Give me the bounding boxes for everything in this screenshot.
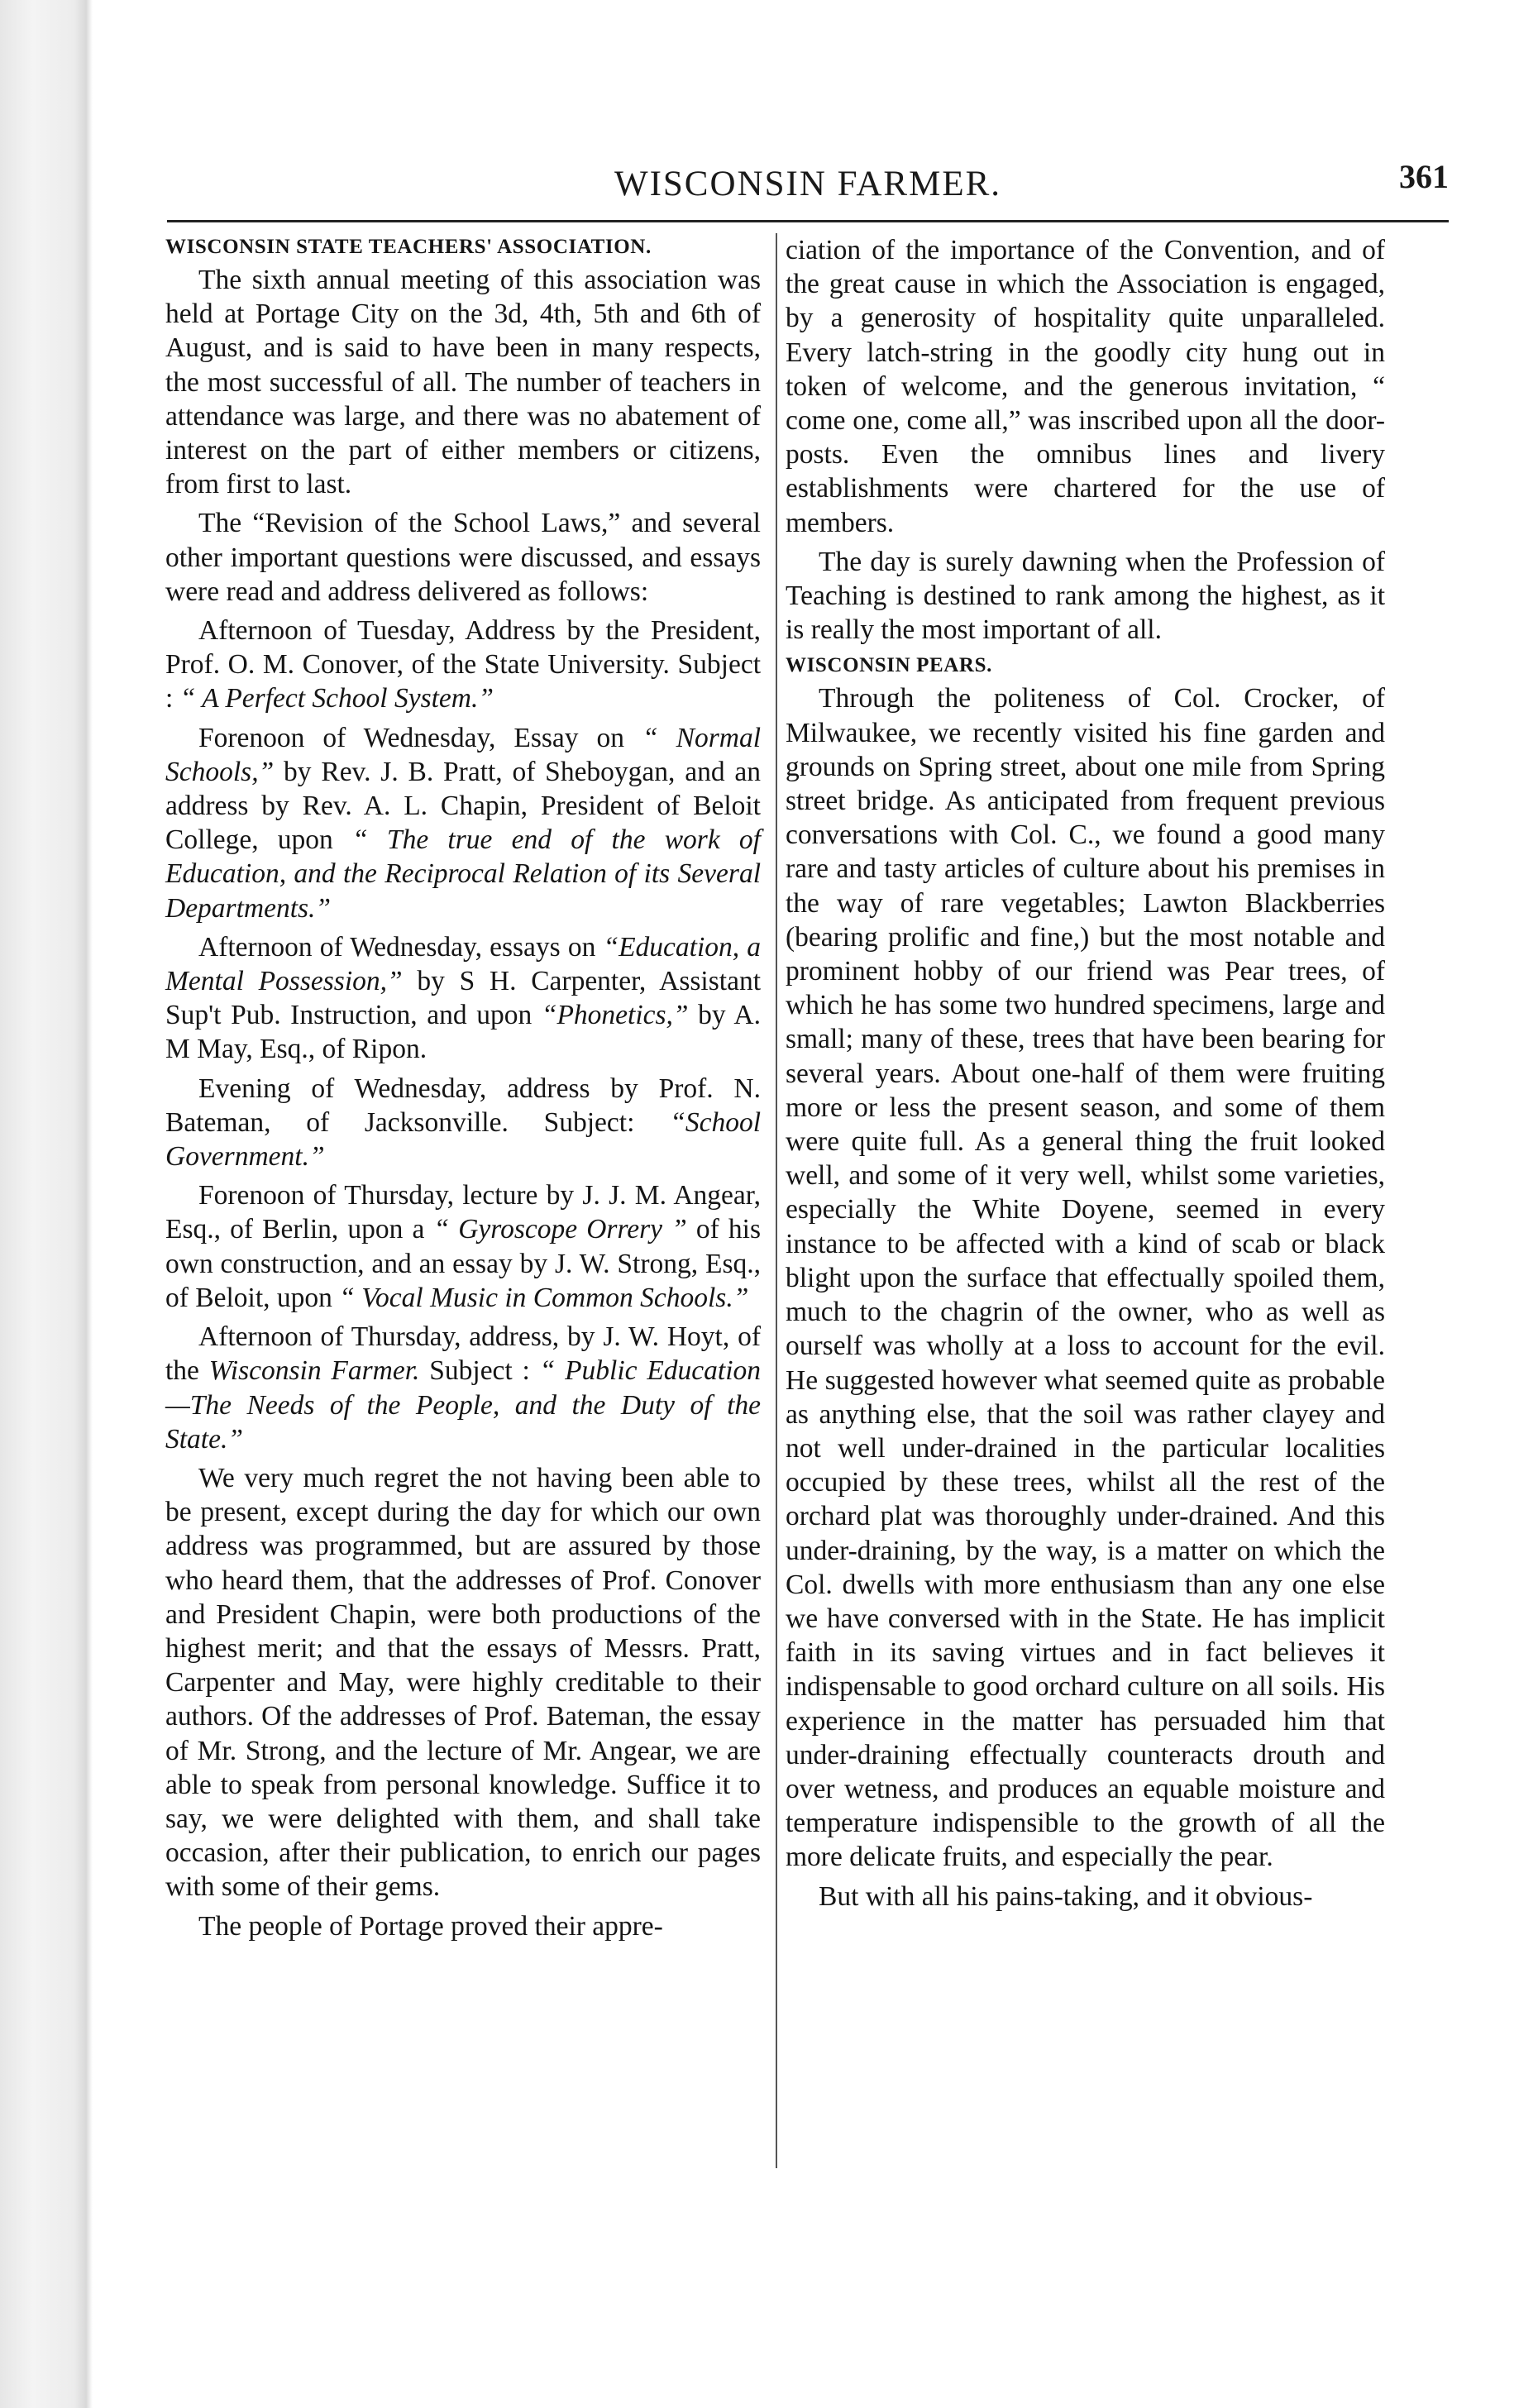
italic-title: “ Public Education—The Needs of the People, and the Duty of the State.”	[165, 1355, 762, 1455]
right-column	[786, 233, 1385, 1918]
text-run: by Rev. J. B. Pratt, of Sheboygan, and an address by Rev. A. L. Chapin, President of Beloit College, upon	[165, 756, 762, 856]
column-rule	[776, 233, 777, 2168]
paragraph	[165, 1178, 761, 1315]
paragraph-continued: ciation of the importance of the Convention, and of the great cause in which the Association is engaged, by a generosity of hospitality quite unparalleled. Every latch-string in the goodly city hung out in token of welcome, and the generous invitation, “ come one, come all,” was inscribed upon all the door-posts. Even the omnibus lines and livery establishments were chartered for the use of members.	[786, 235, 1385, 538]
text-run: Forenoon of Thursday, lecture by J. J. M. Angear, Esq., of Berlin, upon a	[165, 1180, 761, 1245]
paragraph: The sixth annual meeting of this association was held at Portage City on the 3d, 4th, 5th and 6th of August, and is said to have been in many respects, the most successful of all. The number of teachers in attendance was large, and there was no abatement of interest on the part of either members or citizens, from first to last.	[165, 265, 761, 500]
italic-title: “School Government.”	[165, 1106, 761, 1173]
text-run: Subject :	[429, 1355, 530, 1387]
text-run: of his own construction, and an essay by J. W. Strong, Esq., of Beloit, upon	[165, 1214, 762, 1313]
running-header	[167, 154, 1449, 222]
article-heading-teachers-association: WISCONSIN STATE TEACHERS' ASSOCIATION.	[165, 236, 652, 258]
text-run: Evening of Wednesday, address by Prof. N. Bateman, of Jacksonville. Subject:	[165, 1073, 761, 1138]
paragraph	[165, 614, 761, 716]
italic-title: “ Gyroscope Orrery ”	[433, 1214, 687, 1245]
text-run: by A. M May, Esq., of Ripon.	[165, 1000, 761, 1065]
italic-title: “ The true end of the work of Education, and the Reciprocal Relation of its Several Departments.”	[165, 824, 761, 924]
italic-title: Wisconsin Farmer.	[208, 1355, 420, 1387]
paragraph	[165, 1072, 761, 1174]
text-run: by S H. Carpenter, Assistant Sup't Pub. Instruction, and upon	[165, 966, 762, 1031]
paragraph: We very much regret the not having been able to be present, except during the day for which our own address was programmed, but are assured by those who heard them, that the addresses of Prof. Conover and President Chapin, were both productions of the highest merit; and that the essays of Messrs. Pratt, Carpenter and May, were highly creditable to their authors. Of the addresses of Prof. Bateman, the essay of Mr. Strong, and the lecture of Mr. Angear, we are able to speak from personal knowledge. Suffice it to say, we were delighted with them, and shall take occasion, after their publication, to enrich our pages with some of their gems.	[165, 1462, 761, 1903]
paragraph: The day is surely dawning when the Profession of Teaching is destined to rank among the highest, as it is really the most important of all.	[786, 546, 1385, 646]
italic-title: “ Vocal Music in Common Schools.”	[339, 1282, 749, 1313]
italic-title: “Phonetics,”	[541, 1000, 689, 1031]
left-column	[165, 233, 761, 1948]
page	[93, 0, 1538, 2408]
paragraph: The people of Portage proved their appre-	[198, 1910, 663, 1942]
article-heading-wisconsin-pears: WISCONSIN PEARS.	[786, 654, 992, 677]
text-run: Forenoon of Wednesday, Essay on	[198, 722, 625, 753]
journal-title: WISCONSIN FARMER.	[614, 165, 1002, 203]
italic-title: “Education, a Mental Possession,”	[165, 931, 762, 997]
paragraph: The “Revision of the School Laws,” and several other important questions were discussed, and essays were read and address delivered as follows:	[165, 508, 761, 607]
paragraph	[165, 721, 761, 925]
paragraph	[165, 1320, 761, 1456]
italic-title: “ Normal Schools,”	[165, 722, 761, 787]
page-number: 361	[1399, 158, 1449, 195]
italic-title: “ A Perfect School System.”	[179, 683, 494, 714]
text-run: Afternoon of Wednesday, essays on	[198, 931, 596, 963]
paragraph: But with all his pains-taking, and it obvious-	[819, 1880, 1313, 1912]
text-run: Afternoon of Tuesday, Address by the President, Prof. O. M. Conover, of the State University. Subject :	[165, 615, 761, 714]
paragraph: Through the politeness of Col. Crocker, of Milwaukee, we recently visited his fine garden and grounds on Spring street, about one mile from Spring street bridge. As anticipated from frequent previous conversations with Col. C., we found a good many rare and tasty articles of culture about his premises in the way of rare vegetables; Lawton Blackberries (bearing prolific and fine,) but the most notable and prominent hobby of our friend was Pear trees, of which he has some two hundred specimens, large and small; many of these, trees that have been bearing for several years. About one-half of them were fruiting more or less the present season, and some of them were quite full. As a general thing the fruit looked well, and some of it very well, whilst some varieties, especially the White Doyene, seemed in every instance to be affected with a kind of scab or black blight upon the surface that effectually spoiled them, much to the chagrin of the owner, who as well as ourself was wholly at a loss to account for the evil. He suggested however what seemed quite as probable as anything else, that the soil was rather clayey and not well under-drained in the particular localities occupied by these trees, whilst all the rest of the orchard plat was thoroughly under-drained. And this under-draining, by the way, is a matter on which the Col. dwells with more enthusiasm than any one else we have conversed with in the State. He has implicit faith in its saving virtues and in fact believes it indispensable to good orchard culture on all soils. His experience in the matter has persuaded him that under-draining effectually counteracts drouth and over wetness, and produces an equable moisture and temperature indispensible to the growth of all the more delicate fruits, and especially the pear.	[786, 683, 1385, 1873]
paragraph	[165, 930, 761, 1067]
text-run: Afternoon of Thursday, address, by J. W. Hoyt, of the	[165, 1321, 761, 1387]
